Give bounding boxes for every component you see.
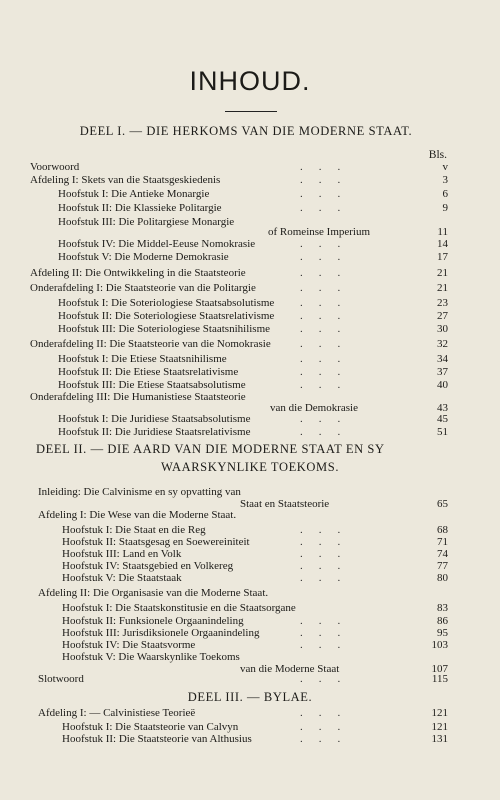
toc-entry-page-number: 27 bbox=[437, 310, 448, 322]
dot-leader: . . . bbox=[300, 639, 342, 651]
toc-entry-page-number: 11 bbox=[437, 226, 448, 238]
toc-entry-label: Hoofstuk I: Die Juridiese Staatsabsolutisme bbox=[58, 413, 251, 425]
toc-entry-label: Hoofstuk I: Die Staatsteorie van Calvyn bbox=[62, 721, 239, 733]
dot-leader: . . . bbox=[300, 615, 342, 627]
toc-entry-label: Hoofstuk II: Die Juridiese Staatsrelativisme bbox=[58, 426, 251, 438]
toc-entry bbox=[0, 425, 500, 439]
toc-entry bbox=[0, 160, 500, 174]
toc-entry bbox=[0, 508, 500, 522]
toc-entry-label: Hoofstuk I: Die Antieke Monargie bbox=[58, 188, 210, 200]
dot-leader: . . . bbox=[300, 310, 342, 322]
dot-leader: . . . bbox=[300, 323, 342, 335]
toc-entry-label: Afdeling I: Skets van die Staatsgeskiedenis bbox=[30, 174, 221, 186]
toc-entry-label: Hoofstuk IV: Die Staatsvorme bbox=[62, 639, 196, 651]
toc-entry bbox=[0, 412, 500, 426]
toc-entry-page-number: 3 bbox=[442, 174, 448, 186]
section-header-deel-2-line-2: WAARSKYNLIKE TOEKOMS. bbox=[160, 460, 340, 474]
toc-entry bbox=[0, 337, 500, 351]
toc-entry-label: Hoofstuk I: Die Staat en die Reg bbox=[62, 524, 206, 536]
toc-entry-label: Hoofstuk III: Land en Volk bbox=[62, 548, 182, 560]
toc-entry-label: van die Demokrasie bbox=[270, 402, 358, 414]
dot-leader: . . . bbox=[300, 524, 342, 536]
section-header-deel-1: DEEL I. — DIE HERKOMS VAN DIE MODERNE STAAT. bbox=[79, 124, 413, 138]
toc-entry-label: Hoofstuk V: Die Moderne Demokrasie bbox=[58, 251, 229, 263]
dot-leader: . . . bbox=[300, 297, 342, 309]
toc-entry-page-number: 103 bbox=[431, 639, 448, 651]
toc-entry-page-number: 6 bbox=[442, 188, 448, 200]
dot-leader: . . . bbox=[300, 560, 342, 572]
toc-entry-label: Hoofstuk II: Funksionele Orgaanindeling bbox=[62, 615, 244, 627]
toc-entry bbox=[0, 281, 500, 295]
toc-entry-page-number: 37 bbox=[437, 366, 448, 378]
toc-entry-label: Hoofstuk II: Staatsgesag en Soewereiniteit bbox=[62, 536, 250, 548]
toc-entry-label: Slotwoord bbox=[38, 673, 84, 685]
dot-leader: . . . bbox=[300, 426, 342, 438]
dot-leader: . . . bbox=[300, 282, 342, 294]
dot-leader: . . . bbox=[300, 353, 342, 365]
toc-entry bbox=[0, 237, 500, 251]
toc-entry bbox=[0, 309, 500, 323]
toc-entry-page-number: 74 bbox=[437, 548, 448, 560]
toc-entry-page-number: 121 bbox=[431, 707, 448, 719]
dot-leader: . . . bbox=[300, 251, 342, 263]
dot-leader: . . . bbox=[300, 721, 342, 733]
toc-entry-page-number: 131 bbox=[431, 733, 448, 745]
toc-entry-page-number: 21 bbox=[437, 282, 448, 294]
title-rule bbox=[225, 111, 277, 112]
toc-entry-page-number: 17 bbox=[437, 251, 448, 263]
dot-leader: . . . bbox=[300, 202, 342, 214]
toc-entry-page-number: 23 bbox=[437, 297, 448, 309]
toc-entry bbox=[0, 672, 500, 686]
toc-entry-page-number: 30 bbox=[437, 323, 448, 335]
toc-entry-label: Onderafdeling II: Die Staatsteorie van die Nomokrasie bbox=[30, 338, 271, 350]
toc-entry-label: Afdeling II: Die Organisasie van die Moderne Staat. bbox=[38, 587, 269, 599]
toc-entry-page-number: 77 bbox=[437, 560, 448, 572]
toc-entry-page-number: 51 bbox=[437, 426, 448, 438]
dot-leader: . . . bbox=[300, 379, 342, 391]
toc-entry bbox=[0, 365, 500, 379]
toc-entry-label: van die Moderne Staat bbox=[240, 663, 340, 675]
toc-entry-page-number: 68 bbox=[437, 524, 448, 536]
toc-entry-label: of Romeinse Imperium bbox=[268, 226, 371, 238]
toc-entry-label: Hoofstuk III: Die Politargiese Monargie bbox=[58, 216, 235, 228]
dot-leader: . . . bbox=[300, 733, 342, 745]
toc-entry-page-number: 121 bbox=[431, 721, 448, 733]
toc-entry-label: Hoofstuk I: Die Etiese Staatsnihilisme bbox=[58, 353, 227, 365]
toc-entry-page-number: 115 bbox=[431, 673, 448, 685]
toc-entry bbox=[0, 250, 500, 264]
dot-leader: . . . bbox=[300, 267, 342, 279]
toc-entry-page-number: v bbox=[442, 161, 448, 173]
toc-entry bbox=[0, 601, 500, 615]
toc-entry-page-number: 14 bbox=[437, 238, 448, 250]
toc-entry-label: Hoofstuk V: Die Waarskynlike Toekoms bbox=[62, 651, 240, 663]
toc-entry-label: Inleiding: Die Calvinisme en sy opvatting van bbox=[38, 486, 241, 498]
dot-leader: . . . bbox=[300, 548, 342, 560]
toc-entry-page-number: 32 bbox=[437, 338, 448, 350]
toc-entry bbox=[0, 706, 500, 720]
page-column-label: Bls. bbox=[428, 149, 447, 161]
toc-entry-page-number: 9 bbox=[442, 202, 448, 214]
toc-entry-page-number: 65 bbox=[437, 498, 448, 510]
toc-entry-page-number: 83 bbox=[437, 602, 448, 614]
toc-entry-page-number: 43 bbox=[437, 402, 448, 414]
toc-entry bbox=[0, 586, 500, 600]
dot-leader: . . . bbox=[300, 188, 342, 200]
toc-entry-page-number: 95 bbox=[437, 627, 448, 639]
dot-leader: . . . bbox=[300, 627, 342, 639]
toc-entry-label: Hoofstuk II: Die Klassieke Politargie bbox=[58, 202, 222, 214]
toc-entry-label: Hoofstuk IV: Staatsgebied en Volkereg bbox=[62, 560, 234, 572]
toc-entry-label: Afdeling I: — Calvinistiese Teorieë bbox=[38, 707, 196, 719]
toc-entry bbox=[0, 732, 500, 746]
toc-entry bbox=[0, 571, 500, 585]
dot-leader: . . . bbox=[300, 366, 342, 378]
section-header-deel-2-line-1: DEEL II. — DIE AARD VAN DIE MODERNE STAAT EN SY bbox=[36, 442, 385, 456]
toc-entry-label: Hoofstuk II: Die Etiese Staatsrelativisme bbox=[58, 366, 239, 378]
toc-entry-label: Voorwoord bbox=[30, 161, 80, 173]
toc-entry-label: Hoofstuk I: Die Staatskonstitusie en die Staatsorgane bbox=[62, 602, 296, 614]
toc-entry-page-number: 80 bbox=[437, 572, 448, 584]
toc-entry-label: Hoofstuk III: Die Soteriologiese Staatsnihilisme bbox=[58, 323, 271, 335]
page-title: INHOUD. bbox=[189, 66, 311, 96]
dot-leader: . . . bbox=[300, 572, 342, 584]
dot-leader: . . . bbox=[300, 161, 342, 173]
toc-entry bbox=[0, 296, 500, 310]
toc-entry bbox=[0, 352, 500, 366]
toc-entry bbox=[0, 266, 500, 280]
toc-entry bbox=[0, 173, 500, 187]
dot-leader: . . . bbox=[300, 413, 342, 425]
toc-entry-label: Hoofstuk III: Die Etiese Staatsabsolutisme bbox=[58, 379, 246, 391]
toc-entry-label: Hoofstuk III: Jurisdiksionele Orgaanindeling bbox=[62, 627, 260, 639]
toc-entry-label: Afdeling I: Die Wese van die Moderne Staat. bbox=[38, 509, 237, 521]
toc-entry bbox=[0, 187, 500, 201]
dot-leader: . . . bbox=[300, 707, 342, 719]
toc-entry-page-number: 107 bbox=[431, 663, 448, 675]
toc-entry-label: Hoofstuk V: Die Staatstaak bbox=[62, 572, 182, 584]
toc-entry-label: Hoofstuk I: Die Soteriologiese Staatsabsolutisme bbox=[58, 297, 275, 309]
toc-entry-label: Hoofstuk II: Die Staatsteorie van Althusius bbox=[62, 733, 252, 745]
toc-entry bbox=[0, 201, 500, 215]
toc-entry-label: Onderafdeling I: Die Staatsteorie van die Politargie bbox=[30, 282, 256, 294]
toc-entry-page-number: 34 bbox=[437, 353, 448, 365]
toc-entry-page-number: 86 bbox=[437, 615, 448, 627]
toc-entry-label: Staat en Staatsteorie bbox=[240, 498, 330, 510]
dot-leader: . . . bbox=[300, 238, 342, 250]
toc-entry-page-number: 21 bbox=[437, 267, 448, 279]
toc-entry-label: Afdeling II: Die Ontwikkeling in die Staatsteorie bbox=[30, 267, 246, 279]
toc-entry-label: Hoofstuk IV: Die Middel-Eeuse Nomokrasie bbox=[58, 238, 256, 250]
toc-entry-page-number: 71 bbox=[437, 536, 448, 548]
toc-entry bbox=[0, 322, 500, 336]
dot-leader: . . . bbox=[300, 338, 342, 350]
toc-entry-page-number: 45 bbox=[437, 413, 448, 425]
section-header-deel-3: DEEL III. — BYLAE. bbox=[187, 690, 313, 704]
toc-entry-label: Hoofstuk II: Die Soteriologiese Staatsrelativisme bbox=[58, 310, 275, 322]
dot-leader: . . . bbox=[300, 673, 342, 685]
dot-leader: . . . bbox=[300, 174, 342, 186]
dot-leader: . . . bbox=[300, 536, 342, 548]
toc-entry-page-number: 40 bbox=[437, 379, 448, 391]
toc-entry-label: Onderafdeling III: Die Humanistiese Staatsteorie bbox=[30, 391, 246, 403]
